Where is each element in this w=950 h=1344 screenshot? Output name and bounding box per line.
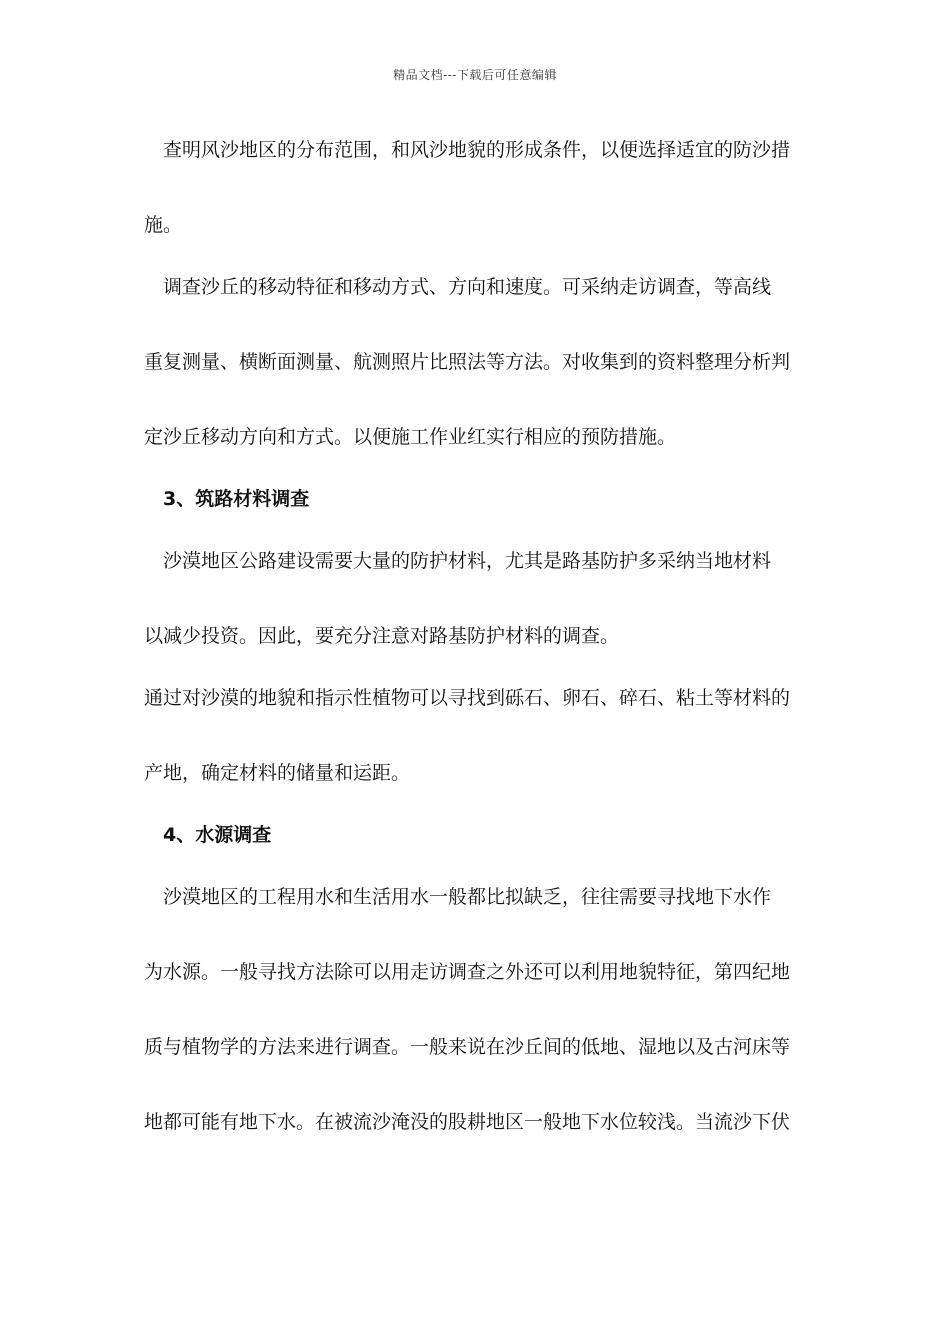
paragraph-line: 重复测量、横断面测量、航测照片比照法等方法。对收集到的资料整理分析判 xyxy=(144,351,791,373)
paragraph-line: 沙漠地区公路建设需要大量的防护材料，尤其是路基防护多采纳当地材料 xyxy=(144,550,772,572)
paragraph-line: 以减少投资。因此，要充分注意对路基防护材料的调查。 xyxy=(144,625,620,647)
paragraph-line: 施。 xyxy=(144,214,183,236)
paragraph-line: 产地，确定材料的储量和运距。 xyxy=(144,762,411,784)
section-heading: 4、水源调查 xyxy=(144,824,272,846)
paragraph-line: 地都可能有地下水。在被流沙淹没的股耕地区一般地下水位较浅。当流沙下伏 xyxy=(144,1111,791,1133)
paragraph-line: 查明风沙地区的分布范围，和风沙地貌的形成条件，以便选择适宜的防沙措 xyxy=(144,139,791,161)
paragraph-line: 调查沙丘的移动特征和移动方式、方向和速度。可采纳走访调查，等高线 xyxy=(144,276,772,298)
page-header: 精品文档---下载后可任意编辑 xyxy=(393,68,557,82)
paragraph-line: 质与植物学的方法来进行调查。一般来说在沙丘间的低地、湿地以及古河床等 xyxy=(144,1036,791,1058)
section-heading: 3、筑路材料调查 xyxy=(144,488,310,510)
paragraph-line: 定沙丘移动方向和方式。以便施工作业红实行相应的预防措施。 xyxy=(144,426,677,448)
paragraph-line: 通过对沙漠的地貌和指示性植物可以寻找到砾石、卵石、碎石、粘土等材料的 xyxy=(144,687,791,709)
paragraph-line: 沙漠地区的工程用水和生活用水一般都比拟缺乏，往往需要寻找地下水作 xyxy=(144,886,772,908)
paragraph-line: 为水源。一般寻找方法除可以用走访调查之外还可以利用地貌特征，第四纪地 xyxy=(144,961,791,983)
